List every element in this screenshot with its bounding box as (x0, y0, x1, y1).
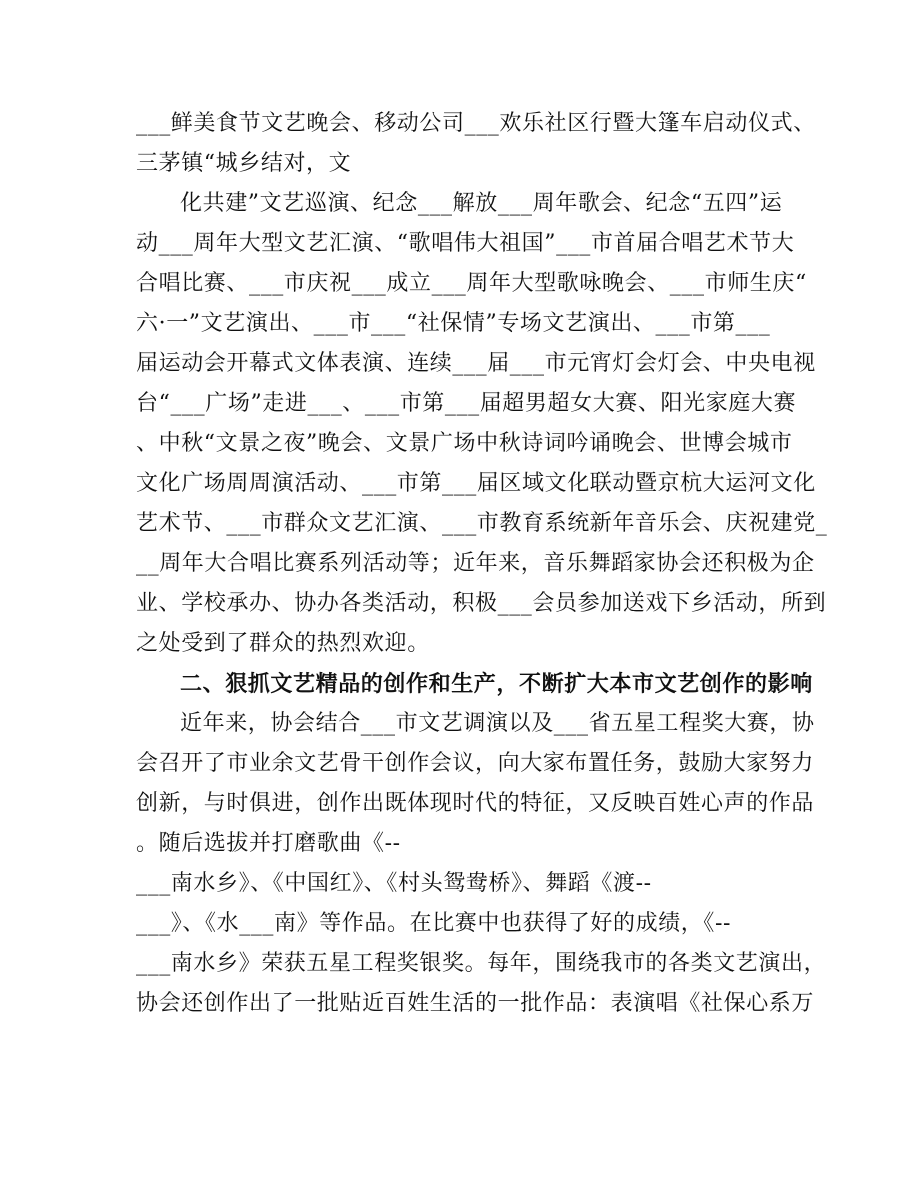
body-text-line: ___南水乡》荣获五星工程奖银奖。每年，围绕我市的各类文艺演出， (136, 951, 827, 976)
section-heading: 二、狠抓文艺精品的创作和生产，不断扩大本市文艺创作的影响 (180, 671, 813, 697)
body-text-line: 合唱比赛、___市庆祝___成立___周年大型歌咏晚会、___市师生庆“ (136, 271, 807, 296)
body-text-line: 届运动会开幕式文体表演、连续___届___市元宵灯会灯会、中央电视 (136, 351, 816, 376)
body-text-line: 近年来，协会结合___市文艺调演以及___省五星工程奖大赛，协 (180, 711, 815, 736)
body-text-line: 会召开了市业余文艺骨干创作会议，向大家布置任务，鼓励大家努力 (136, 751, 815, 776)
body-text-line: ___》、《水___南》等作品。在比赛中也获得了好的成绩，《-- (136, 911, 732, 936)
body-text-line: 创新，与时俱进，创作出既体现时代的特征，又反映百姓心声的作品 (136, 791, 815, 816)
body-text-line: ___鲜美食节文艺晚会、移动公司___欢乐社区行暨大篷车启动仪式、 (136, 111, 816, 136)
body-text-line: 、中秋“文景之夜”晚会、文景广场中秋诗词吟诵晚会、世博会城市 (136, 431, 793, 456)
body-text-line: 艺术节、___市群众文艺汇演、___市教育系统新年音乐会、庆祝建党_ (136, 511, 828, 536)
body-text-line: 动___周年大型文艺汇演、“歌唱伟大祖国”___市首届合唱艺术节大 (136, 231, 795, 256)
body-text-line: 文化广场周周演活动、___市第___届区域文化联动暨京杭大运河文化 (136, 471, 816, 496)
body-text-line: 。随后选拔并打磨歌曲《-- (136, 831, 401, 856)
body-text-line: ___南水乡》、《中国红》、《村头鸳鸯桥》、舞蹈《渡-- (136, 871, 652, 896)
body-text-line: 协会还创作出了一批贴近百姓生活的一批作品：表演唱《社保心系万 (136, 991, 815, 1016)
body-text-line: 业、学校承办、协办各类活动，积极___会员参加送戏下乡活动，所到 (136, 591, 827, 616)
body-text-line: __周年大合唱比赛系列活动等；近年来，音乐舞蹈家协会还积极为企 (136, 551, 815, 576)
body-text-line: 台“___广场”走进___、___市第___届超男超女大赛、阳光家庭大赛 (136, 391, 797, 416)
body-text-line: 三茅镇“城乡结对，文 (136, 151, 352, 176)
body-text-line: 六·一”文艺演出、___市___“社保情”专场文艺演出、___市第___ (136, 311, 771, 336)
body-text-line: 化共建”文艺巡演、纪念___解放___周年歌会、纪念“五四”运 (180, 191, 783, 216)
body-text-line: 之处受到了群众的热烈欢迎。 (136, 631, 430, 656)
